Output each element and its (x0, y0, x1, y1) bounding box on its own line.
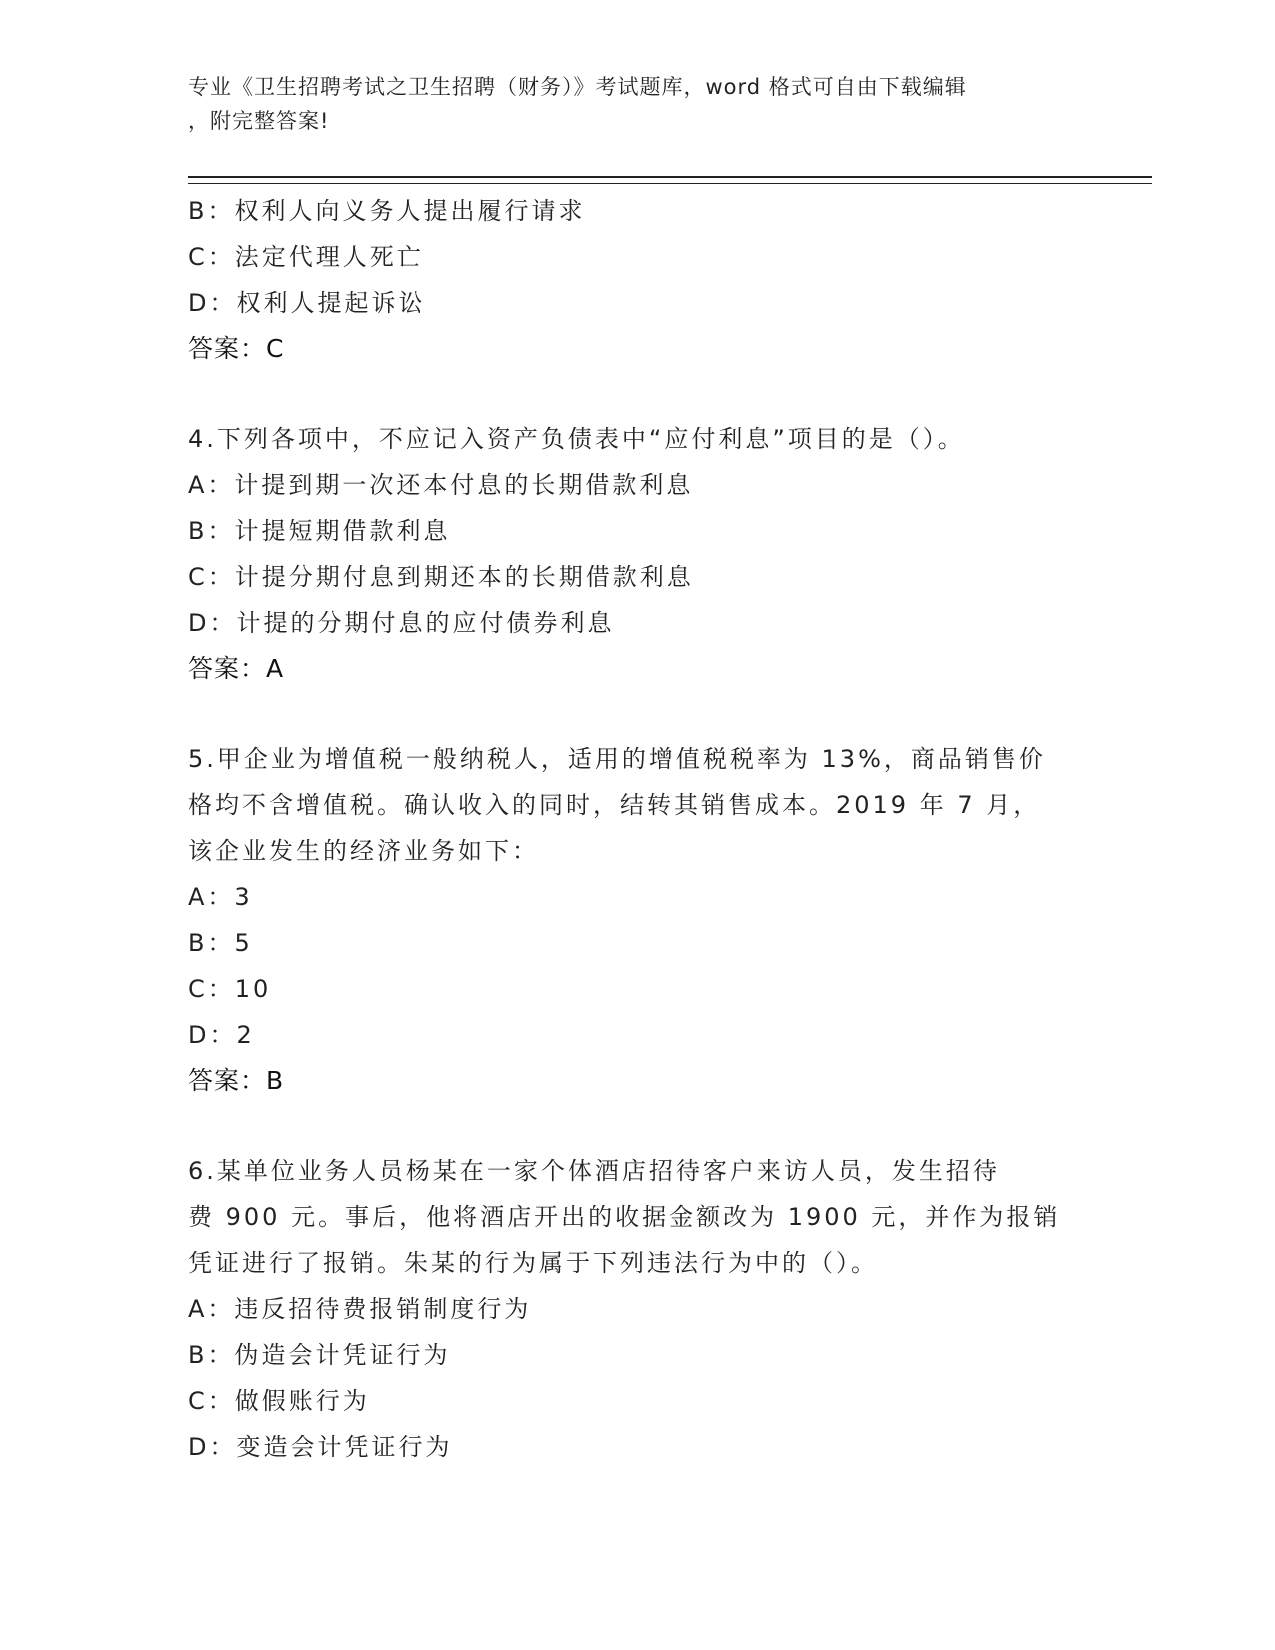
option-a: A：计提到期一次还本付息的长期借款利息 (188, 471, 694, 499)
header-line-2: ，附完整答案! (188, 109, 330, 133)
option-a: A：违反招待费报销制度行为 (188, 1295, 532, 1323)
option-c: C：计提分期付息到期还本的长期借款利息 (188, 563, 694, 591)
question-stem-line: 格均不含增值税。确认收入的同时，结转其销售成本。2019 年 7 月， (188, 791, 1041, 819)
header-divider (188, 176, 1152, 184)
question-6 (188, 1148, 1088, 1470)
spacer (188, 372, 1088, 416)
question-stem: 4.下列各项中，不应记入资产负债表中“应付利息”项目的是（）。 (188, 425, 965, 453)
answer: 答案：C (188, 334, 285, 363)
spacer (188, 692, 1088, 736)
question-stem-line: 凭证进行了报销。朱某的行为属于下列违法行为中的（）。 (188, 1249, 878, 1277)
spacer (188, 1104, 1088, 1148)
question-stem-line: 6.某单位业务人员杨某在一家个体酒店招待客户来访人员，发生招待 (188, 1157, 1000, 1185)
question-4 (188, 416, 1088, 692)
question-3 (188, 188, 1088, 372)
question-stem-line: 该企业发生的经济业务如下： (188, 837, 539, 865)
option-b: B：权利人向义务人提出履行请求 (188, 197, 586, 225)
option-b: B：计提短期借款利息 (188, 517, 451, 545)
option-d: D：2 (188, 1021, 255, 1049)
option-d: D：计提的分期付息的应付债券利息 (188, 609, 615, 637)
option-c: C：10 (188, 975, 272, 1003)
answer: 答案：B (188, 1066, 285, 1095)
option-c: C：法定代理人死亡 (188, 243, 424, 271)
option-d: D：变造会计凭证行为 (188, 1433, 453, 1461)
header-line-1: 专业《卫生招聘考试之卫生招聘（财务）》考试题库，word 格式可自由下载编辑 (188, 75, 967, 99)
question-list (188, 188, 1088, 1470)
option-a: A：3 (188, 883, 253, 911)
question-stem-line: 费 900 元。事后，他将酒店开出的收据金额改为 1900 元，并作为报销 (188, 1203, 1061, 1231)
option-d: D：权利人提起诉讼 (188, 289, 426, 317)
option-b: B：伪造会计凭证行为 (188, 1341, 451, 1369)
question-stem-line: 5.甲企业为增值税一般纳税人，适用的增值税税率为 13%，商品销售价 (188, 745, 1046, 773)
option-c: C：做假账行为 (188, 1387, 370, 1415)
page-header (188, 70, 1088, 138)
answer: 答案：A (188, 654, 285, 683)
question-5 (188, 736, 1088, 1104)
option-b: B：5 (188, 929, 253, 957)
